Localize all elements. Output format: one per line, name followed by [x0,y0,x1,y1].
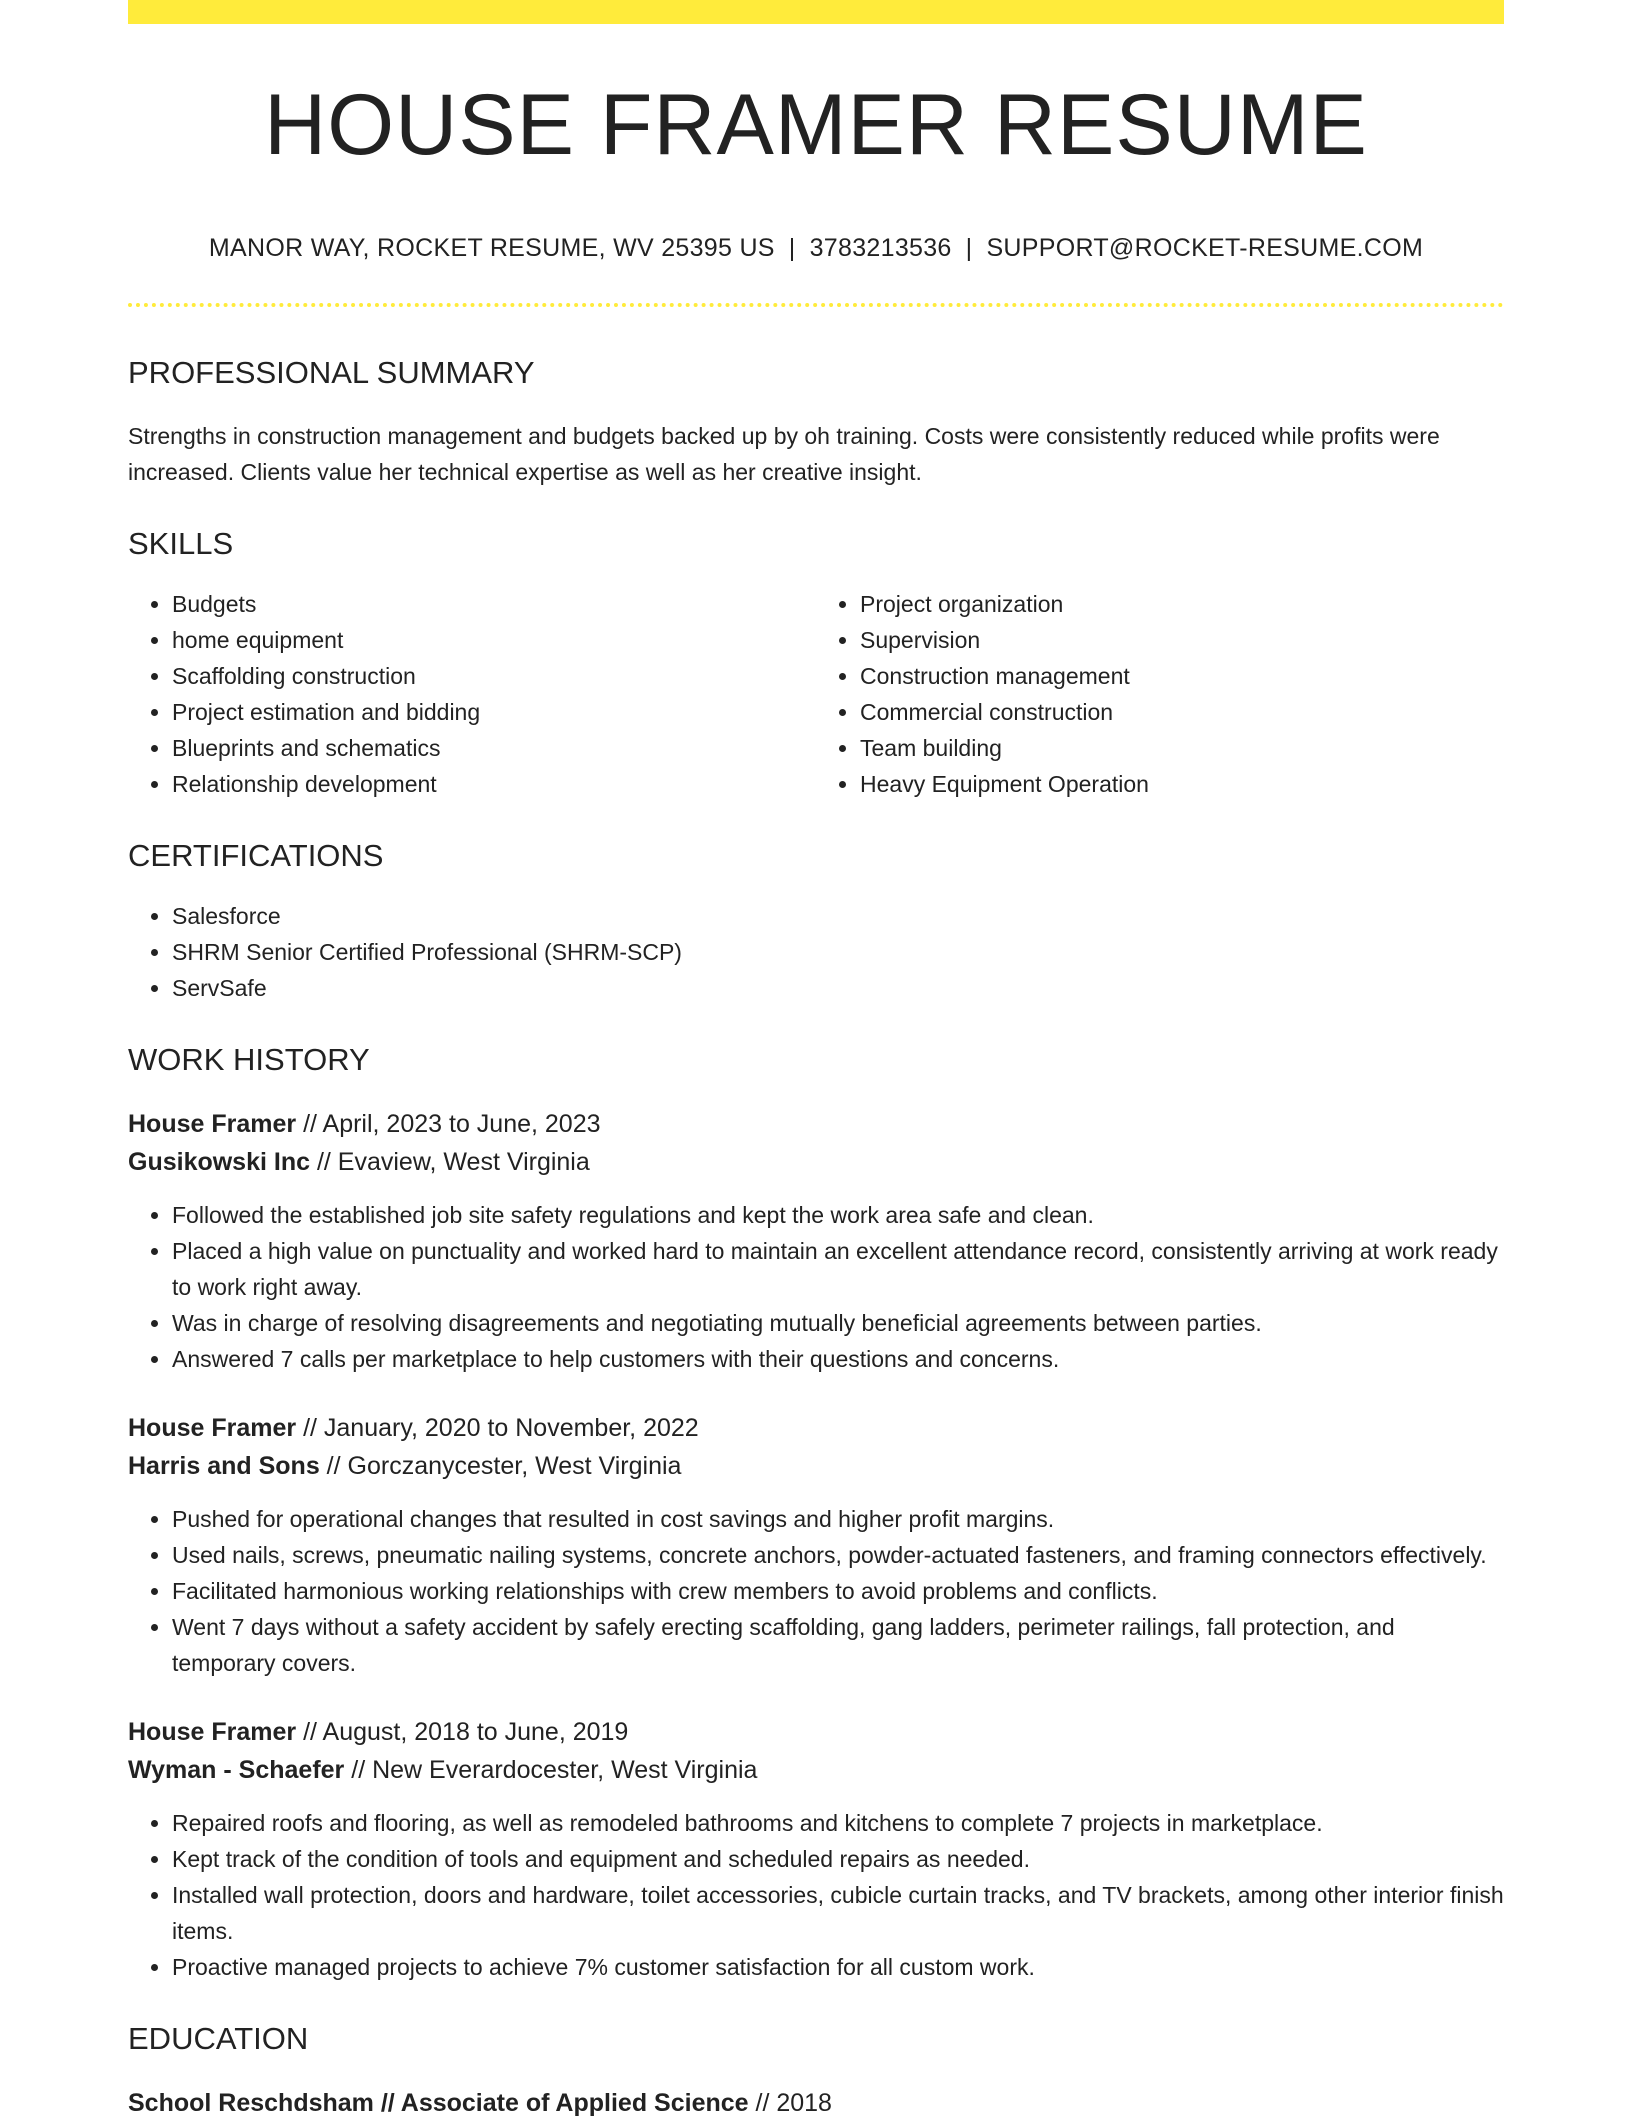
certifications-section [128,840,1504,1006]
contact-separator: | [788,234,796,262]
contact-address: MANOR WAY, ROCKET RESUME, WV 25395 US [208,234,775,262]
skill-item: • Supervision [860,622,1504,658]
job-bullet: • Was in charge of resolving disagreements and negotiating mutually beneficial agreements between parties. [172,1305,1504,1341]
job-bullet: • Placed a high value on punctuality and worked hard to maintain an excellent attendance record, consistently arriving at work ready to work right away. [172,1233,1504,1305]
certifications-list [128,898,1504,1006]
job-title-line [128,1713,1504,1751]
skill-item: • Budgets [172,586,816,622]
job-bullet: • Proactive managed projects to achieve 7% customer satisfaction for all custom work. [172,1949,1504,1985]
job-bullet: • Repaired roofs and flooring, as well as remodeled bathrooms and kitchens to complete 7 projects in marketplace. [172,1805,1504,1841]
job-title: House Framer [128,1110,297,1138]
job-dates: // August, 2018 to June, 2019 [296,1718,629,1746]
job-location: // New Everardocester, West Virginia [344,1756,758,1784]
contact-separator: | [965,234,973,262]
job-entry [128,1105,1504,1377]
skills-section [128,528,1504,802]
education-heading: EDUCATION [128,2021,309,2056]
education-school: School Reschdsham [128,2089,374,2117]
skill-item: • Heavy Equipment Operation [860,766,1504,802]
summary-heading: PROFESSIONAL SUMMARY [128,355,535,390]
job-title: House Framer [128,1718,297,1746]
contact-line [128,234,1504,263]
contact-phone: 3783213536 [809,234,952,262]
job-bullet: • Followed the established job site safety regulations and kept the work area safe and clean. [172,1197,1504,1233]
skill-item: • Scaffolding construction [172,658,816,694]
skill-item: • Construction management [860,658,1504,694]
job-bullet: • Used nails, screws, pneumatic nailing systems, concrete anchors, powder-actuated fasteners, and framing connectors effectively. [172,1537,1504,1573]
certification-item: • ServSafe [172,970,1504,1006]
dotted-divider [128,303,1504,307]
work-history-section [128,1044,1504,1985]
skills-grid [128,586,1504,802]
skill-item: • home equipment [172,622,816,658]
job-bullet: • Installed wall protection, doors and hardware, toilet accessories, cubicle curtain tracks, and TV brackets, among other interior finish items. [172,1877,1504,1949]
certifications-heading: CERTIFICATIONS [128,838,384,873]
job-title-line [128,1105,1504,1143]
job-company: Gusikowski Inc [128,1148,311,1176]
job-bullets [128,1197,1504,1377]
job-dates: // April, 2023 to June, 2023 [296,1110,601,1138]
job-title-line [128,1409,1504,1447]
job-bullet: • Went 7 days without a safety accident by safely erecting scaffolding, gang ladders, perimeter railings, fall protection, and temporary covers. [172,1609,1504,1681]
skill-item: • Relationship development [172,766,816,802]
job-bullet: • Kept track of the condition of tools and equipment and scheduled repairs as needed. [172,1841,1504,1877]
certification-item: • SHRM Senior Certified Professional (SHRM-SCP) [172,934,1504,970]
summary-text: Strengths in construction management and budgets backed up by oh training. Costs were consistently reduced while profits were increased. Clients value her technical expertise as well as her creative insight. [128,423,1440,485]
skills-heading: SKILLS [128,526,234,561]
job-entry [128,1713,1504,1985]
job-location: // Gorczanycester, West Virginia [319,1452,682,1480]
skill-item: • Blueprints and schematics [172,730,816,766]
education-section [128,2023,1504,2122]
job-company: Wyman - Schaefer [128,1756,345,1784]
work-history-heading: WORK HISTORY [128,1042,370,1077]
education-entry [128,2084,1504,2122]
job-bullets [128,1501,1504,1681]
skill-item: • Project organization [860,586,1504,622]
certification-item: • Salesforce [172,898,1504,934]
job-bullets [128,1805,1504,1985]
contact-email[interactable]: SUPPORT@ROCKET-RESUME.COM [986,234,1424,262]
job-dates: // January, 2020 to November, 2022 [296,1414,699,1442]
job-title: House Framer [128,1414,297,1442]
skills-list-left [128,586,816,802]
job-bullet: • Answered 7 calls per marketplace to help customers with their questions and concerns. [172,1341,1504,1377]
job-company-line [128,1143,1504,1181]
skill-item: • Commercial construction [860,694,1504,730]
resume-title: HOUSE FRAMER RESUME [264,77,1368,173]
job-bullet: • Facilitated harmonious working relationships with crew members to avoid problems and conflicts. [172,1573,1504,1609]
skill-item: • Project estimation and bidding [172,694,816,730]
job-bullet: • Pushed for operational changes that resulted in cost savings and higher profit margins. [172,1501,1504,1537]
job-company: Harris and Sons [128,1452,320,1480]
skills-list-right [816,586,1504,802]
skill-item: • Team building [860,730,1504,766]
education-year: // 2018 [748,2089,832,2117]
job-entry [128,1409,1504,1681]
resume-page [128,0,1504,2122]
job-company-line [128,1751,1504,1789]
job-company-line [128,1447,1504,1485]
education-degree: // Associate of Applied Science [373,2089,749,2117]
job-location: // Evaview, West Virginia [310,1148,590,1176]
summary-section [128,357,1504,490]
top-accent-bar [128,0,1504,24]
